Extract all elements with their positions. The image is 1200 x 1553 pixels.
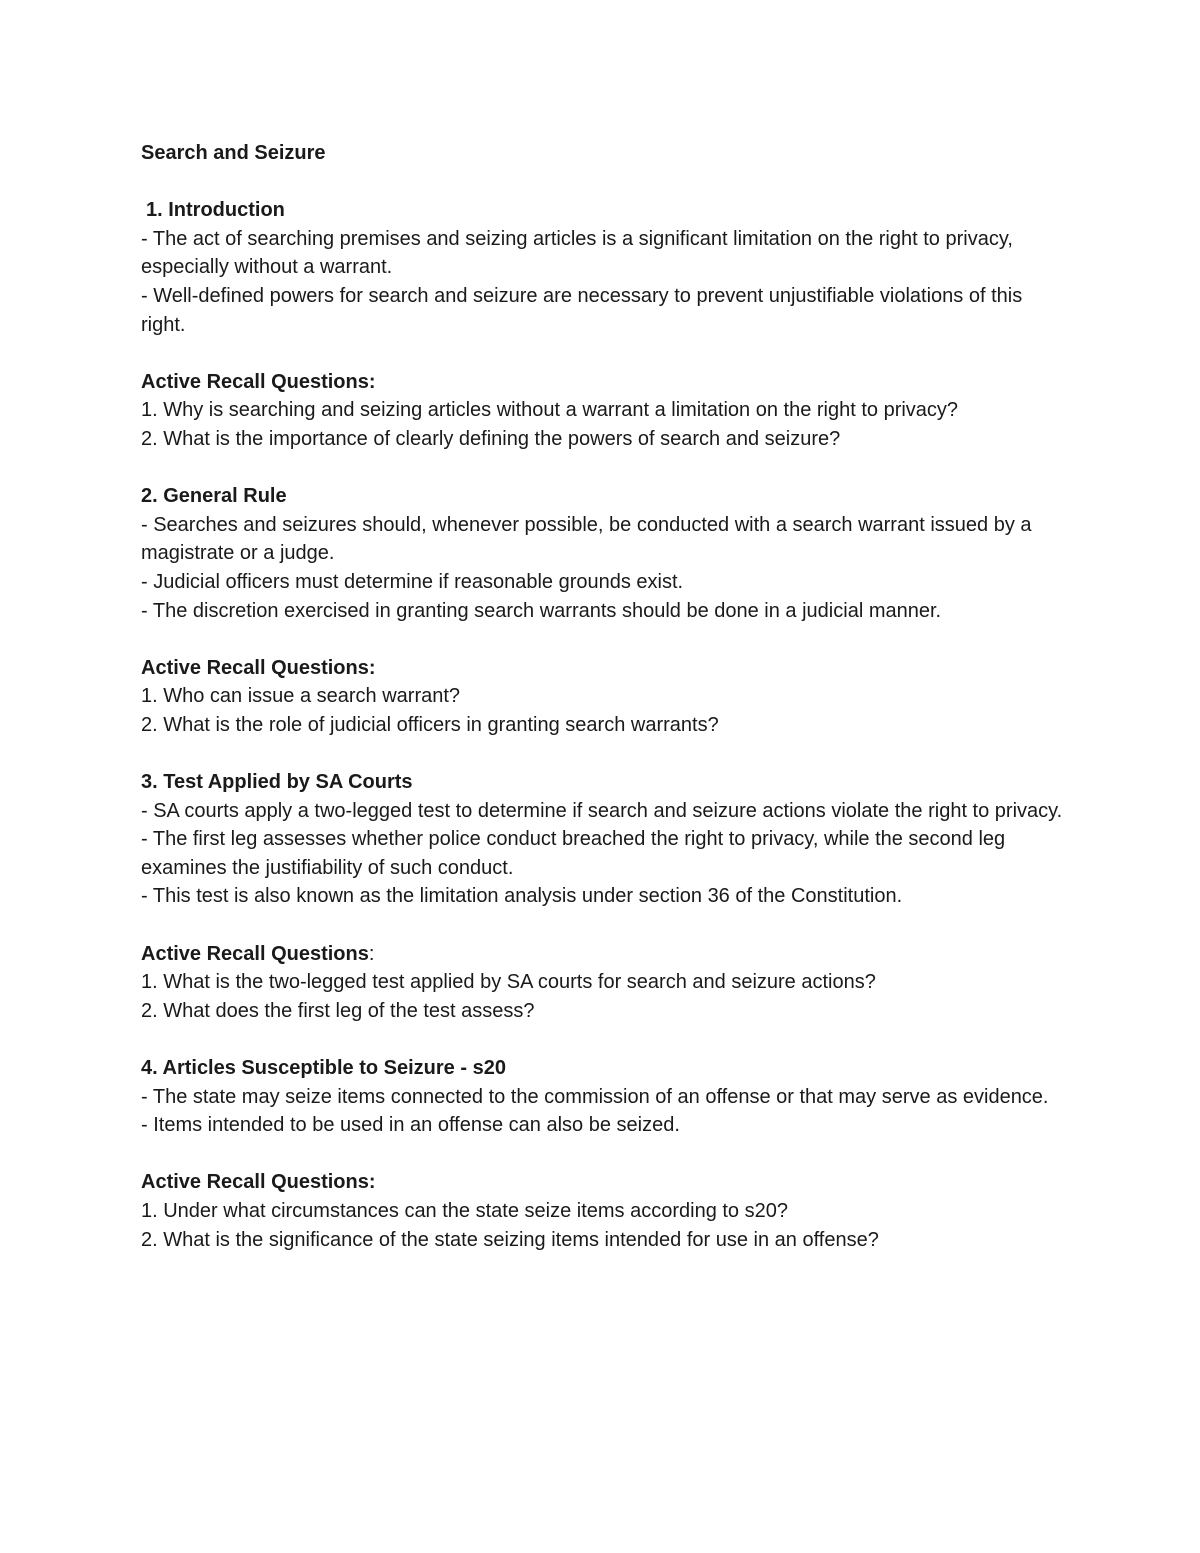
- recall-heading: Active Recall Questions:: [141, 370, 376, 393]
- section-heading: 3. Test Applied by SA Courts: [141, 771, 413, 794]
- spacer: [141, 739, 1071, 768]
- bullet-point: - Items intended to be used in an offense can also be seized.: [141, 1114, 680, 1137]
- recall-question: 1. What is the two-legged test applied by SA courts for search and seizure actions?: [141, 971, 876, 994]
- recall-question: 1. Under what circumstances can the state seize items according to s20?: [141, 1199, 788, 1222]
- recall-heading-row: [141, 940, 1071, 969]
- bullet-point: - The first leg assesses whether police conduct breached the right to privacy, while the second leg examines the justifiability of such conduct.: [141, 828, 1006, 879]
- bullet-point: - Judicial officers must determine if reasonable grounds exist.: [141, 570, 684, 593]
- bullet-point: - The act of searching premises and seizing articles is a significant limitation on the right to privacy, especially without a warrant.: [141, 227, 1013, 279]
- recall-question: 1. Why is searching and seizing articles without a warrant a limitation on the right to privacy?: [141, 399, 959, 422]
- recall-heading-colon: :: [368, 942, 375, 965]
- section-heading: 2. General Rule: [141, 485, 287, 508]
- section-test-applied: [141, 768, 1071, 1025]
- recall-heading: Active Recall Questions: [141, 942, 369, 965]
- recall-heading: Active Recall Questions:: [141, 1171, 376, 1194]
- recall-question: 2. What is the importance of clearly defining the powers of search and seizure?: [141, 427, 841, 450]
- spacer: [141, 1025, 1071, 1054]
- section-general-rule: [141, 482, 1071, 739]
- bullet-point: - Searches and seizures should, whenever possible, be conducted with a search warrant issued by a magistrate or a judge.: [141, 513, 1032, 565]
- bullet-point: - The state may seize items connected to the commission of an offense or that may serve as evidence.: [141, 1085, 1049, 1108]
- bullet-point: - This test is also known as the limitation analysis under section 36 of the Constitution.: [141, 885, 903, 908]
- section-introduction: [141, 196, 1071, 453]
- spacer: [141, 339, 1071, 368]
- recall-question: 2. What does the first leg of the test assess?: [141, 999, 535, 1022]
- section-heading: 1. Introduction: [146, 199, 285, 222]
- bullet-point: - Well-defined powers for search and seizure are necessary to prevent unjustifiable violations of this right.: [141, 284, 1023, 336]
- recall-question: 1. Who can issue a search warrant?: [141, 685, 461, 708]
- recall-heading: Active Recall Questions:: [141, 656, 376, 679]
- bullet-point: - SA courts apply a two-legged test to determine if search and seizure actions violate the right to privacy.: [141, 799, 1063, 822]
- spacer: [141, 625, 1071, 654]
- bullet-point: - The discretion exercised in granting search warrants should be done in a judicial manner.: [141, 599, 942, 622]
- document-title: Search and Seizure: [141, 142, 326, 164]
- recall-question: 2. What is the significance of the state seizing items intended for use in an offense?: [141, 1228, 879, 1251]
- recall-question: 2. What is the role of judicial officers in granting search warrants?: [141, 713, 719, 736]
- document-page: [141, 139, 1071, 1254]
- section-heading: 4. Articles Susceptible to Seizure - s20: [141, 1057, 506, 1079]
- spacer: [141, 1140, 1071, 1169]
- spacer: [141, 911, 1071, 940]
- spacer: [141, 454, 1071, 483]
- spacer: [141, 168, 1071, 197]
- section-articles-susceptible: [141, 1054, 1071, 1254]
